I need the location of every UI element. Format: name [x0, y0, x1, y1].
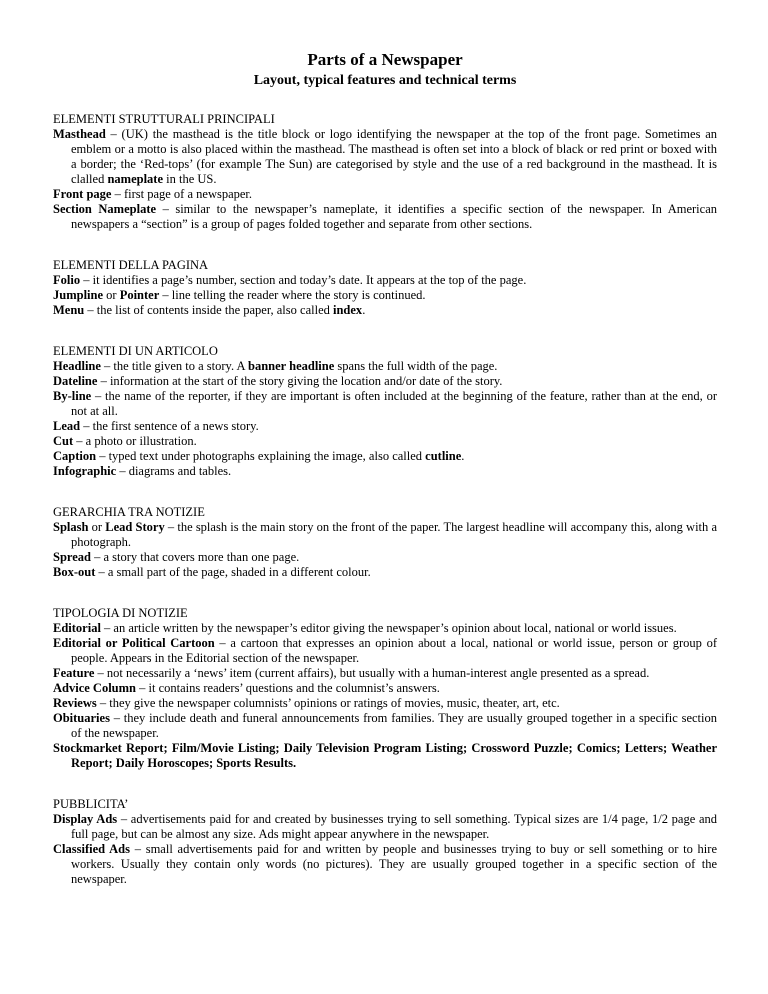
definition-entry — [53, 741, 717, 771]
definition-entry — [53, 696, 717, 711]
definition-entry — [53, 374, 717, 389]
term-bold: Editorial or Political Cartoon — [53, 636, 215, 650]
term-bold: Spread — [53, 550, 91, 564]
definition-entry — [53, 666, 717, 681]
term-bold: Feature — [53, 666, 95, 680]
section — [53, 344, 717, 479]
term-bold: Reviews — [53, 696, 97, 710]
definition-entry — [53, 303, 717, 318]
definition-entry — [53, 565, 717, 580]
definition-text: – information at the start of the story giving the location and/or date of the story. — [97, 374, 503, 388]
section-heading: ELEMENTI DI UN ARTICOLO — [53, 344, 218, 358]
definition-text: – a small part of the page, shaded in a different colour. — [95, 565, 371, 579]
definition-text: – the splash is the main story on the front of the paper. The largest headline will accompany this, along with a photograph. — [71, 520, 718, 549]
document-subtitle: Layout, typical features and technical terms — [253, 73, 517, 88]
term-bold: nameplate — [107, 172, 164, 186]
definition-entry — [53, 359, 717, 374]
definition-entry — [53, 711, 717, 741]
definition-entry — [53, 681, 717, 696]
definition-text: – small advertisements paid for and written by people and businesses trying to buy or sell something or to hire workers. Usually they contain only words (no pictures). They are usually grouped together in a specific section of the newspaper. — [71, 842, 717, 886]
definition-entry — [53, 449, 717, 464]
definition-text: – similar to the newspaper’s nameplate, it identifies a specific section of the newspaper. In American newspapers a “section” is a group of pages folded together and separate from other sections. — [71, 202, 717, 231]
definition-text: – first page of a newspaper. — [111, 187, 253, 201]
section — [53, 606, 717, 771]
term-bold: Obituaries — [53, 711, 110, 725]
definition-text: . — [461, 449, 465, 463]
term-bold: index — [333, 303, 363, 317]
term-bold: Cut — [53, 434, 74, 448]
definition-text: – a cartoon that expresses an opinion about a local, national or world issue, person or group of people. Appears in the Editorial section of the newspaper. — [71, 636, 718, 665]
term-bold: Box-out — [53, 565, 96, 579]
definition-text: – they give the newspaper columnists’ opinions or ratings of movies, music, theater, art, etc. — [96, 696, 560, 710]
definition-text: – a story that covers more than one page. — [90, 550, 300, 564]
section-heading: PUBBLICITA’ — [53, 797, 129, 811]
section-heading: ELEMENTI DELLA PAGINA — [53, 258, 209, 272]
definition-entry — [53, 288, 717, 303]
definition-text: – the title given to a story. A — [100, 359, 249, 373]
definition-text: or — [88, 520, 106, 534]
definition-text: – line telling the reader where the story is continued. — [159, 288, 426, 302]
definition-entry — [53, 389, 717, 419]
definition-text: – the name of the reporter, if they are important is often included at the beginning of the feature, rather than at the end, or not at all. — [71, 389, 717, 418]
definition-entry — [53, 434, 717, 449]
term-bold: Jumpline — [53, 288, 104, 302]
definition-entry — [53, 621, 717, 636]
term-bold: Lead Story — [105, 520, 165, 534]
term-bold: banner headline — [248, 359, 335, 373]
definition-entry — [53, 202, 717, 232]
term-bold: Section Nameplate — [53, 202, 157, 216]
section-heading: TIPOLOGIA DI NOTIZIE — [53, 606, 188, 620]
definition-text: in the US. — [163, 172, 217, 186]
definition-text: – advertisements paid for and created by businesses trying to sell something. Typical sizes are 1/4 page, 1/2 page and full page, but can be almost any size. Ads might appear anywhere in the newspaper. — [71, 812, 717, 841]
definition-entry — [53, 464, 717, 479]
term-bold: Infographic — [53, 464, 117, 478]
definition-entry — [53, 187, 717, 202]
term-bold: Menu — [53, 303, 85, 317]
definition-text: or — [103, 288, 120, 302]
term-bold: By-line — [53, 389, 92, 403]
definition-text: spans the full width of the page. — [334, 359, 498, 373]
definition-entry — [53, 550, 717, 565]
section-heading: GERARCHIA TRA NOTIZIE — [53, 505, 205, 519]
definition-text: – the first sentence of a news story. — [80, 419, 259, 433]
term-bold: Splash — [53, 520, 89, 534]
term-bold: Classified Ads — [53, 842, 130, 856]
definition-text: – a photo or illustration. — [73, 434, 197, 448]
definition-entry — [53, 636, 717, 666]
definition-entry — [53, 520, 717, 550]
definition-entry — [53, 812, 717, 842]
term-bold: cutline — [425, 449, 462, 463]
term-bold: Headline — [53, 359, 101, 373]
definition-text: – typed text under photographs explaining the image, also called — [96, 449, 426, 463]
section — [53, 258, 717, 318]
definition-text: – the list of contents inside the paper, also called — [84, 303, 333, 317]
term-bold: Lead — [53, 419, 81, 433]
definition-text: – diagrams and tables. — [116, 464, 232, 478]
definition-text: – it identifies a page’s number, section and today’s date. It appears at the top of the page. — [80, 273, 527, 287]
definition-entry — [53, 127, 717, 187]
definition-text: – not necessarily a ‘news’ item (current affairs), but usually with a human-interest angle presented as a spread. — [94, 666, 650, 680]
definition-entry — [53, 419, 717, 434]
term-bold: Stockmarket Report; Film/Movie Listing; Daily Television Program Listing; Crossword Puzzle; Comics; Letters; Weather Report; Daily Horoscopes; Sports Results. — [53, 741, 717, 770]
section — [53, 797, 717, 887]
term-bold: Editorial — [53, 621, 101, 635]
section-heading: ELEMENTI STRUTTURALI PRINCIPALI — [53, 112, 275, 126]
term-bold: Front page — [53, 187, 112, 201]
term-bold: Dateline — [53, 374, 98, 388]
definition-text: – it contains readers’ questions and the columnist’s answers. — [136, 681, 440, 695]
document-title: Parts of a Newspaper — [307, 50, 463, 69]
definition-text: . — [362, 303, 366, 317]
term-bold: Advice Column — [53, 681, 136, 695]
term-bold: Pointer — [119, 288, 160, 302]
definition-text: – an article written by the newspaper’s editor giving the newspaper’s opinion about local, national or world issues. — [100, 621, 677, 635]
term-bold: Display Ads — [53, 812, 118, 826]
definition-text: – (UK) the masthead is the title block or logo identifying the newspaper at the top of the front page. Sometimes an emblem or a motto is also placed within the masthead. The masthead is often set into a block of black or red print or boxed with a border; the ‘Red-tops’ (for example The Sun) are categorised by style and the use of a red background in the masthead. It is clalled — [71, 127, 717, 186]
definition-text: – they include death and funeral announcements from families. They are usually grouped together in a specific section of the newspaper. — [71, 711, 717, 740]
term-bold: Masthead — [53, 127, 106, 141]
term-bold: Folio — [53, 273, 81, 287]
sections-container — [53, 112, 717, 887]
section — [53, 112, 717, 232]
definition-entry — [53, 842, 717, 887]
term-bold: Caption — [53, 449, 97, 463]
section — [53, 505, 717, 580]
definition-entry — [53, 273, 717, 288]
